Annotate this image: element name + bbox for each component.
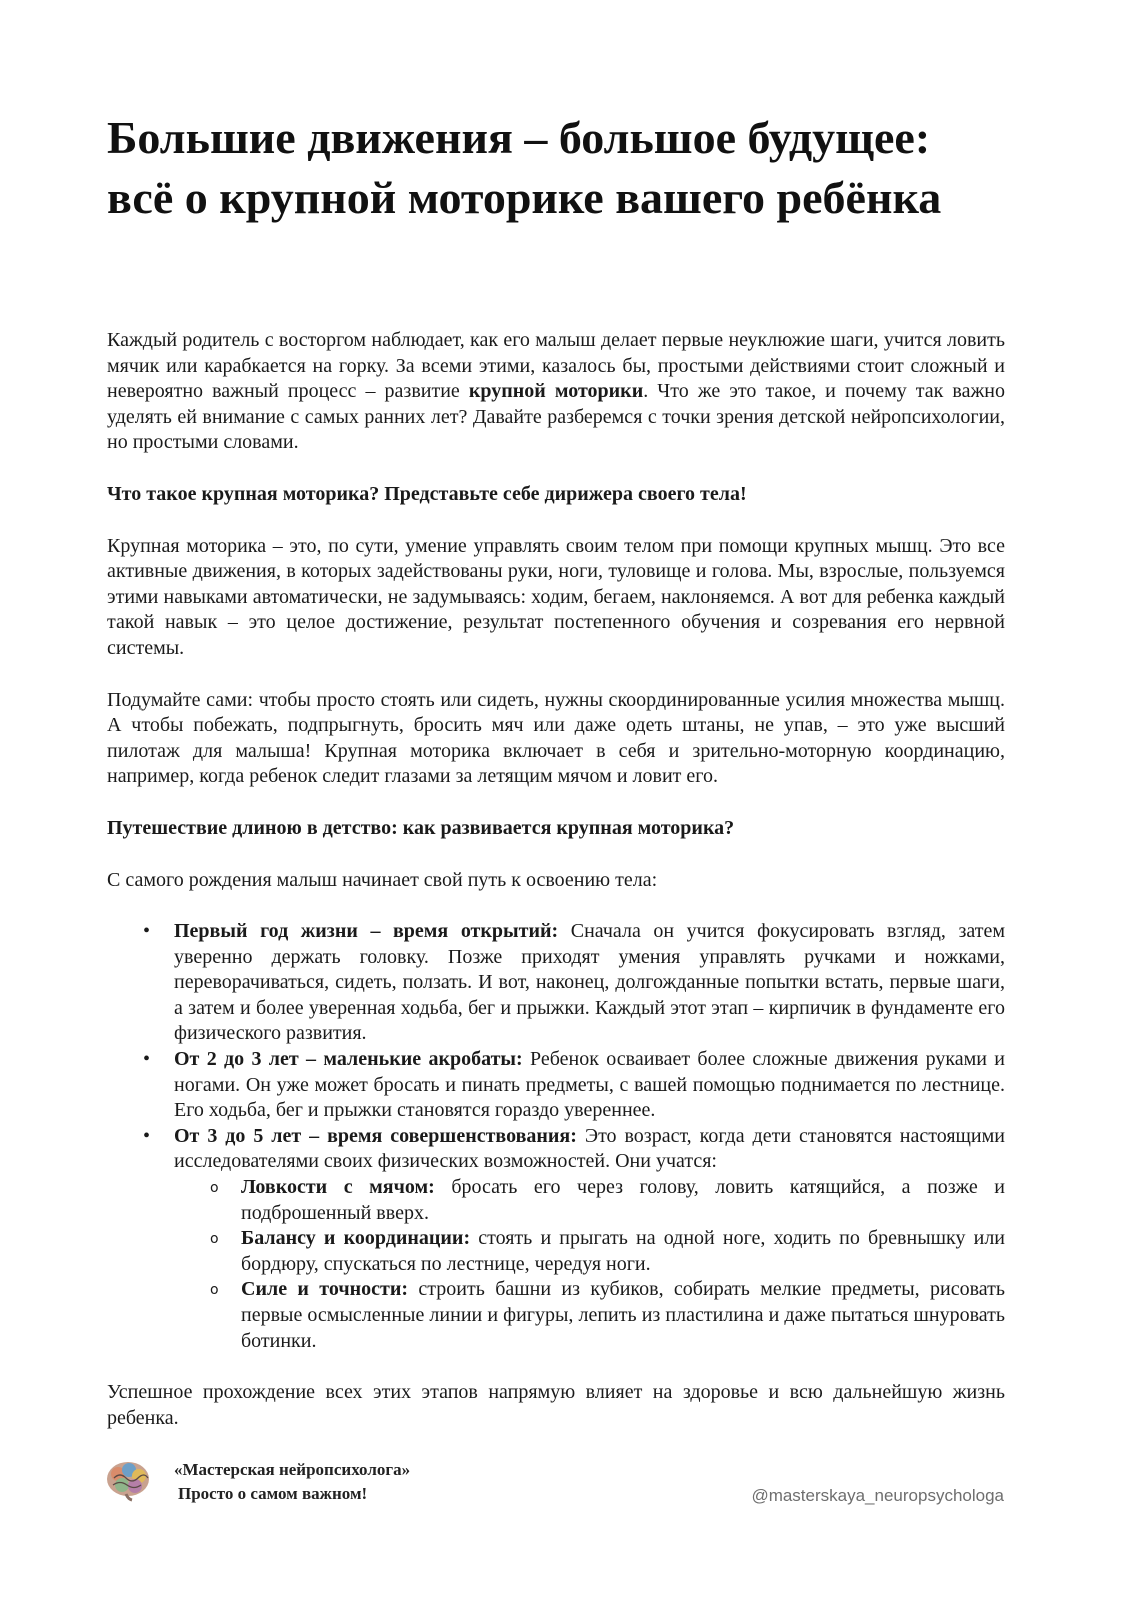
brand-tagline: Просто о самом важном! (178, 1484, 368, 1503)
bullet-icon: • (143, 1124, 151, 1147)
paragraph-1: Крупная моторика – это, по сути, умение управлять своим телом при помощи крупных мышц. Это все активные движения, в которых задействованы руки, ноги, туловище и голова. Мы, взрослые, пользуемся этими навыками автоматически, не задумываясь: ходим, бегаем, наклоняемся. А вот для ребенка каждый такой навык – это целое достижение, результат постепенного обучения и созревания его нервной системы. (107, 534, 1005, 659)
intro-paragraph: Каждый родитель с восторгом наблюдает, как его малыш делает первые неуклюжие шаги, учится ловить мячик или карабкается на горку. За всеми этими, казалось бы, простыми действиями стоит сложный и невероятно важный процесс – развитие крупной моторики. Что же это такое, и почему так важно уделять ей внимание с самых ранних лет? Давайте разберемся с точки зрения детской нейропсихологии, но простыми словами. (107, 329, 1006, 454)
development-stages-list (107, 919, 1005, 1354)
circle-bullet-icon: o (210, 1282, 219, 1299)
page-footer (104, 1448, 1004, 1508)
sublist-item: o Ловкости с мячом: бросать его через голову, ловить катящийся, а позже и подброшенный вверх. (210, 1176, 1006, 1224)
brand-block (174, 1458, 410, 1506)
sublist-item: o Балансу и координации: стоять и прыгать на одной ноге, ходить по бревнышку или бордюру, спускаться по лестнице, чередуя ноги. (210, 1227, 1006, 1275)
title-line-2: всё о крупной моторике вашего ребёнка (107, 172, 942, 223)
conclusion-paragraph: Успешное прохождение всех этих этапов напрямую влияет на здоровье и всю дальнейшую жизнь ребенка. (107, 1381, 1005, 1429)
list-item: • От 3 до 5 лет – время совершенствования: Это возраст, когда дети становятся настоящими исследователями своих физических возможностей. Они учатся: o Ловкости с мячом: бросать его через голову, ловить катящийся, а позже и подброшенный вверх. o Балансу и координации: стоять и прыгать на одной ноге, ходить по бревнышку или бордюру, спускаться по лестнице, чередуя ноги. o Силе и точности: строить башни из кубиков, собирать мелкие предметы, рисовать первые осмысленные линии и фигуры, лепить из пластилина и даже пытаться шнуровать ботинки. (107, 1124, 1005, 1354)
paragraph-3: С самого рождения малыш начинает свой путь к освоению тела: (107, 868, 658, 891)
title-line-1: Большие движения – большое будущее: (107, 112, 931, 163)
social-handle: @masterskaya_neuropsychologa (751, 1486, 1004, 1505)
intro-emphasis: крупной моторики (468, 380, 644, 403)
bullet-icon: • (143, 1048, 151, 1071)
skills-sublist (174, 1175, 1005, 1354)
sublist-item: o Силе и точности: строить башни из кубиков, собирать мелкие предметы, рисовать первые осмысленные линии и фигуры, лепить из пластилина и даже пытаться шнуровать ботинки. (210, 1278, 1005, 1352)
circle-bullet-icon: o (210, 1231, 219, 1248)
bullet-icon: • (143, 920, 151, 943)
list-item: • От 2 до 3 лет – маленькие акробаты: Ребенок осваивает более сложные движения руками и ногами. Он уже может бросать и пинать предметы, с вашей помощью поднимается по лестнице. Его ходьба, бег и прыжки становятся гораздо увереннее. (143, 1048, 1006, 1122)
brain-icon (104, 1456, 152, 1504)
brand-name: «Мастерская нейропсихолога» (174, 1460, 411, 1479)
paragraph-2: Подумайте сами: чтобы просто стоять или сидеть, нужны скоординированные усилия множества мышц. А чтобы побежать, подпрыгнуть, бросить мяч или даже одеть штаны, не упав, – это уже высший пилотаж для малыша! Крупная моторика включает в себя и зрительно-моторную координацию, например, когда ребенок следит глазами за летящим мячом и ловит его. (107, 688, 1005, 788)
list-item: • Первый год жизни – время открытий: Сначала он учится фокусировать взгляд, затем уверенно держать головку. Позже приходят умения управлять ручками и ножками, переворачиваться, сидеть, ползать. И вот, наконец, долгожданные попытки встать, первые шаги, а затем и более уверенная ходьба, бег и прыжки. Каждый этот этап – кирпичик в фундаменте его физического развития. (143, 920, 1006, 1045)
page-title (107, 108, 1037, 228)
section-heading-1: Что такое крупная моторика? Представьте себе дирижера своего тела! (107, 482, 747, 505)
article-body (107, 328, 1005, 1431)
section-heading-2: Путешествие длиною в детство: как развивается крупная моторика? (107, 816, 735, 839)
circle-bullet-icon: o (210, 1180, 219, 1197)
